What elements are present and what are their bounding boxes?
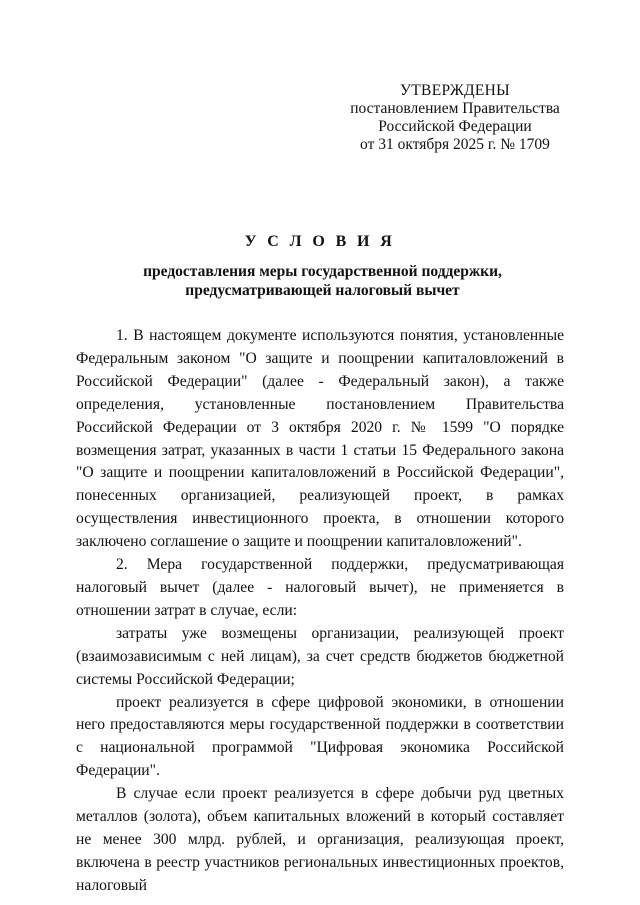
paragraph: В случае если проект реализуется в сфере добычи руд цветных металлов (золота), объем капитальных вложений в который составляет не менее 300 млрд. рублей, и организация, реализующая проект, включена в реестр участников региональных инвестиционных проектов, налоговый xyxy=(76,785,564,894)
subtitle-line: предоставления меры государственной поддержки, xyxy=(143,263,502,280)
approval-line: постановлением Правительства xyxy=(350,100,560,117)
paragraph: затраты уже возмещены организации, реализующей проект (взаимозависимым с ней лицам), за счет средств бюджетов бюджетной системы Российской Федерации; xyxy=(76,624,564,688)
approval-line: Российской Федерации xyxy=(378,118,532,135)
paragraph: 2. Мера государственной поддержки, предусматривающая налоговый вычет (далее - налоговый вычет), не применяется в отношении затрат в случае, если: xyxy=(76,556,564,619)
document-body xyxy=(76,325,564,898)
approval-title: УТВЕРЖДЕНЫ xyxy=(400,82,510,99)
document-subtitle xyxy=(80,262,565,300)
approval-block xyxy=(330,82,580,154)
paragraph: 1. В настоящем документе используются понятия, установленные Федеральным законом "О защите и поощрении капиталовложений в Российской Федерации" (далее - Федеральный закон), а также определения, установленные постановлением Правительства Российской Федерации от 3 октября 2020 г. № 1599 "О порядке возмещения затрат, указанных в части 1 статьи 15 Федерального закона "О защите и поощрении капиталовложений в Российской Федерации", понесенных организацией, реализующей проект, в рамках осуществления инвестиционного проекта, в отношении которого заключено соглашение о защите и поощрении капиталовложений". xyxy=(76,327,564,551)
document-title: У С Л О В И Я xyxy=(244,233,396,250)
paragraph: проект реализуется в сфере цифровой экономики, в отношении него предоставляются меры государственной поддержки в соответствии с национальной программой "Цифровая экономика Российской Федерации". xyxy=(76,693,564,780)
approval-line: от 31 октября 2025 г. № 1709 xyxy=(360,136,550,153)
subtitle-line: предусматривающей налоговый вычет xyxy=(185,282,460,299)
